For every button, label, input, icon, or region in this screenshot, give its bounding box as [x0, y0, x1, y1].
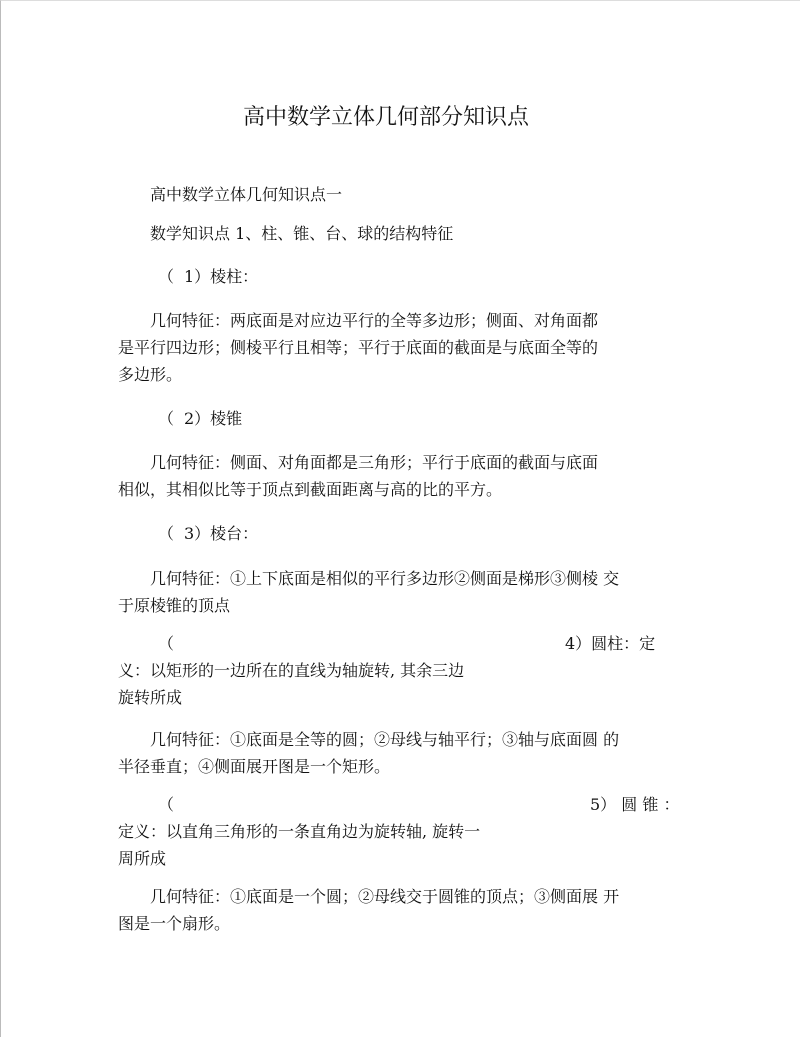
cone-open-paren: （ [158, 795, 175, 814]
prism-heading: 1）棱柱： [184, 267, 259, 286]
pyramid-line-1: 几何特征：侧面、对角面都是三角形；平行于底面的截面与底面 [150, 453, 599, 472]
pyramid-heading: 2）棱锥 [184, 409, 243, 428]
pyramid-line-2: 相似，其相似比等于顶点到截面距离与高的比的平方。 [118, 480, 503, 499]
prism-open-paren: （ [158, 267, 175, 286]
prism-line-2: 是平行四边形；侧棱平行且相等；平行于底面的截面是与底面全等的 [118, 338, 599, 357]
section-heading: 数学知识点 1、柱、锥、台、球的结构特征 [150, 224, 454, 243]
prism-line-3: 多边形。 [118, 365, 183, 384]
cylinder-line-2: 半径垂直；④侧面展开图是一个矩形。 [118, 757, 391, 776]
cylinder-definition-1: 义：以矩形的一边所在的直线为轴旋转, 其余三边 [118, 661, 465, 680]
cone-heading: 5） 圆 锥 ： [590, 795, 680, 814]
cylinder-open-paren: （ [158, 634, 175, 653]
cylinder-definition-2: 旋转所成 [118, 688, 183, 707]
document-title: 高中数学立体几何部分知识点 [243, 105, 530, 130]
cone-line-2: 图是一个扇形。 [118, 914, 231, 933]
cylinder-line-1: 几何特征：①底面是全等的圆；②母线与轴平行；③轴与底面圆 的 [150, 730, 620, 749]
frustum-heading: 3）棱台： [184, 524, 259, 543]
cone-definition-2: 周所成 [118, 849, 167, 868]
prism-line-1: 几何特征：两底面是对应边平行的全等多边形；侧面、对角面都 [150, 311, 599, 330]
cone-line-1: 几何特征：①底面是一个圆；②母线交于圆锥的顶点；③侧面展 开 [150, 887, 620, 906]
frustum-line-2: 于原棱锥的顶点 [118, 596, 231, 615]
frustum-open-paren: （ [158, 524, 175, 543]
frustum-line-1: 几何特征：①上下底面是相似的平行多边形②侧面是梯形③侧棱 交 [150, 569, 620, 588]
cylinder-heading: 4）圆柱：定 [565, 634, 656, 653]
subtitle: 高中数学立体几何知识点一 [150, 185, 343, 204]
pyramid-open-paren: （ [158, 409, 175, 428]
cone-definition-1: 定义：以直角三角形的一条直角边为旋转轴, 旋转一 [118, 822, 481, 841]
